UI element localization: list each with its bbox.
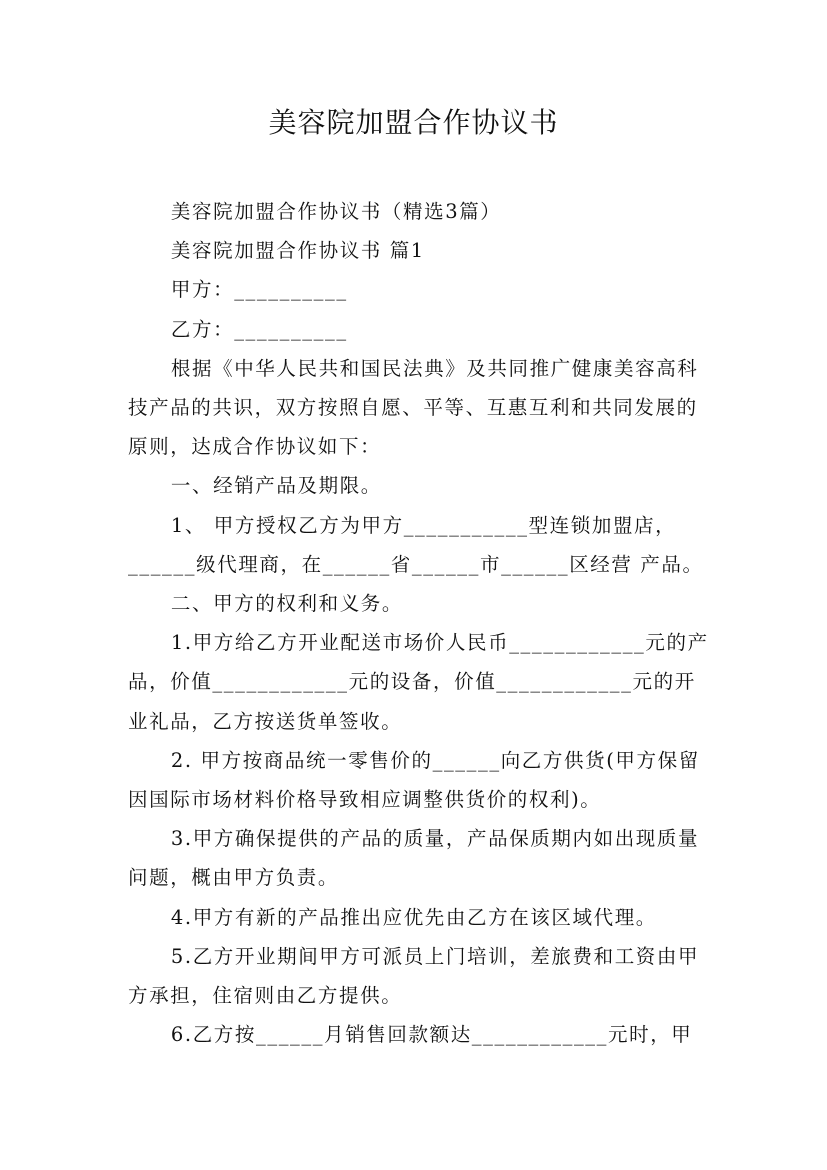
paragraph-clause-a6: 6.乙方按______月销售回款额达____________元时，甲 [170,1023,693,1047]
paragraph-party-a: 甲方：__________ [170,278,348,302]
paragraph-subtitle: 美容院加盟合作协议书（精选3篇） [170,200,502,223]
paragraph-clause-a3: 3.甲方确保提供的产品的质量，产品保质期内如出现质量问题，概由甲方负责。 [128,827,700,890]
paragraph-clause-a5: 5.乙方开业期间甲方可派员上门培训，差旅费和工资由甲方承担，住宿则由乙方提供。 [128,944,700,1008]
paragraph-preamble: 根据《中华人民共和国民法典》及共同推广健康美容高科技产品的共识，双方按照自愿、平等、互惠互利和共同发展的原则，达成合作协议如下： [128,356,699,459]
paragraph-party-b: 乙方：__________ [170,317,348,341]
paragraph-clause-a2: 2. 甲方按商品统一零售价的______向乙方供货(甲方保留因国际市场材料价格导致相应调整供货价的权利)。 [128,748,700,812]
paragraph-clause-a4: 4.甲方有新的产品推出应优先由乙方在该区域代理。 [170,905,657,929]
paragraph-clause-1: 1、 甲方授权乙方为甲方___________型连锁加盟店，______级代理商，在______省______市______区经营 产品。 [128,513,704,576]
paragraph-clause-a1: 1.甲方给乙方开业配送市场价人民币____________元的产品，价值____________元的设备，价值____________元的开业礼品，乙方按送货单签收。 [128,631,709,733]
document-body [128,192,713,1054]
document-title: 美容院加盟合作协议书 [268,106,559,139]
paragraph-heading-products: 一、经销产品及期限。 [170,474,382,498]
paragraph-heading-party-a-rights: 二、甲方的权利和义务。 [170,592,403,616]
paragraph-section-heading: 美容院加盟合作协议书 篇1 [170,239,425,263]
